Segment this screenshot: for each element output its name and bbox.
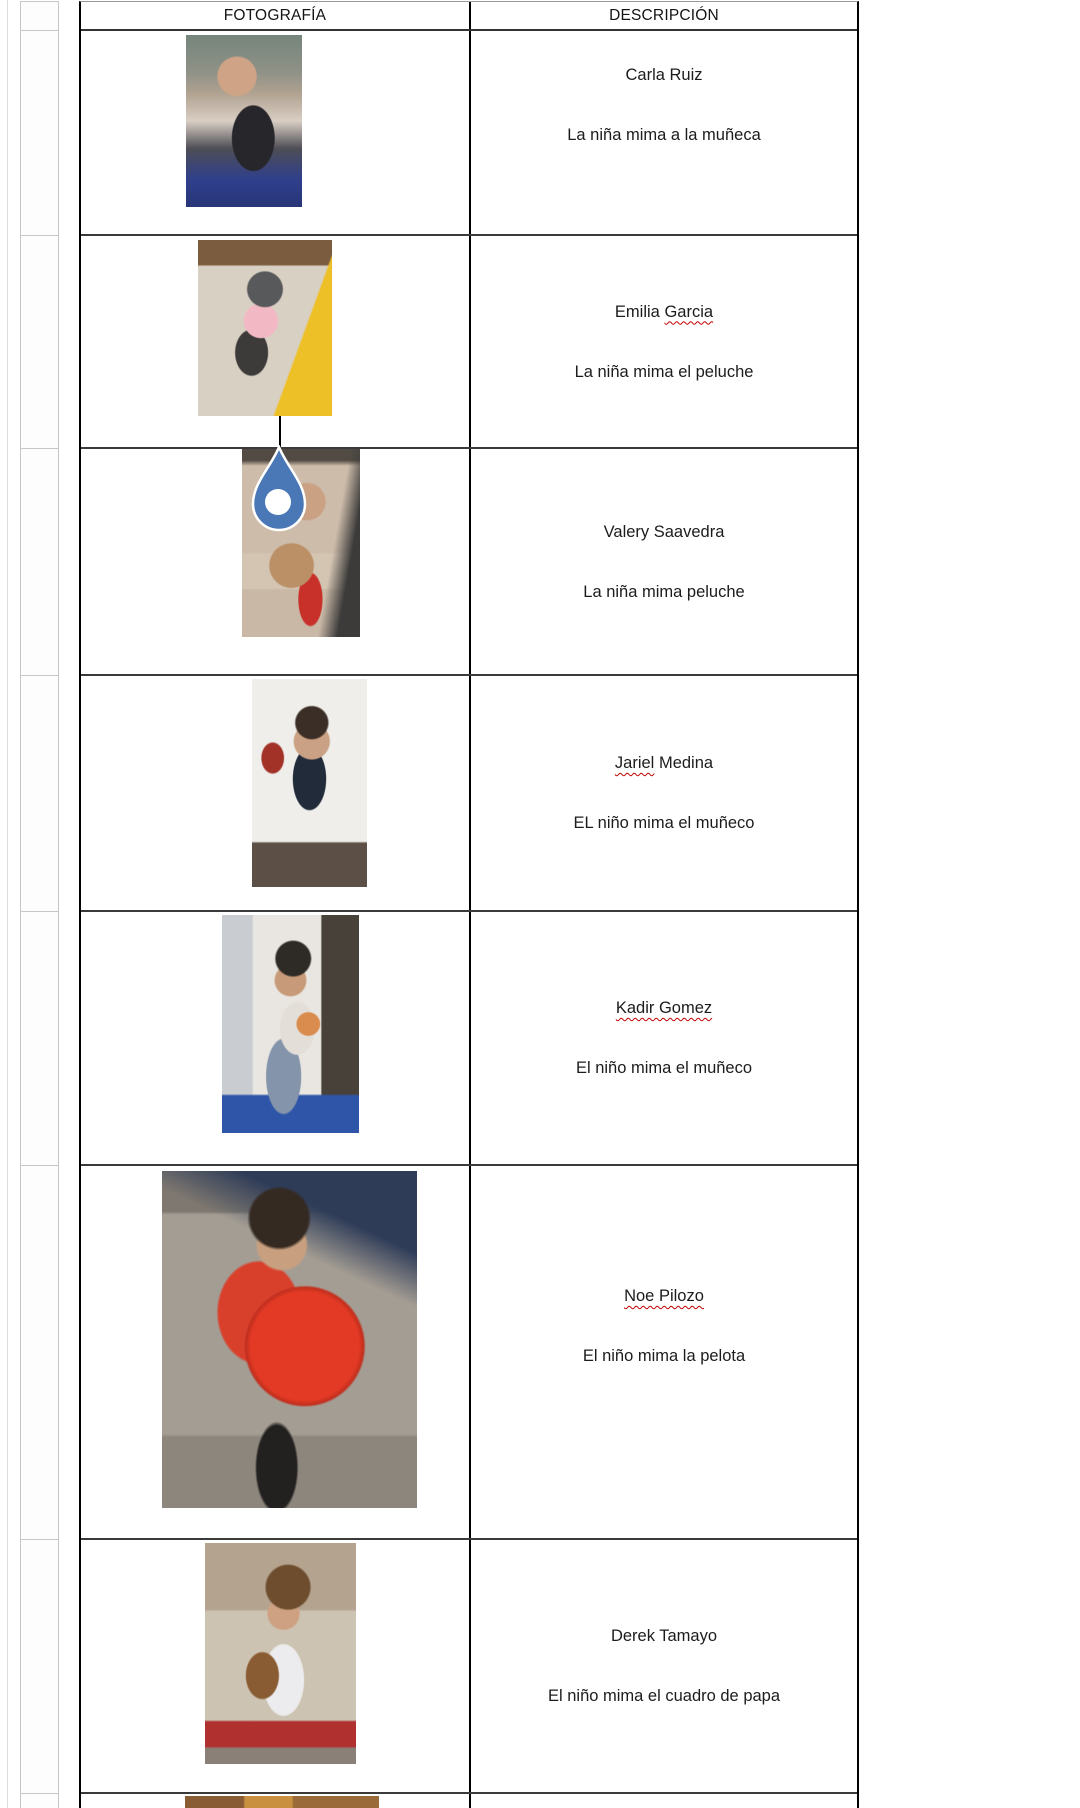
side-ruler-column	[20, 1, 59, 1808]
table-row	[81, 1540, 857, 1794]
description-cell	[471, 449, 857, 674]
description-cell	[471, 676, 857, 910]
side-cell	[21, 2, 58, 31]
page-guide-line	[7, 0, 8, 1808]
child-name: Derek Tamayo	[610, 1627, 718, 1645]
child-photo[interactable]	[252, 679, 367, 887]
child-name: Carla Ruiz	[625, 65, 703, 84]
side-cell	[21, 676, 58, 912]
photo-caption: El niño mima el cuadro de papa	[547, 1687, 781, 1705]
child-photo[interactable]	[185, 1796, 379, 1808]
child-name: Noe Pilozo	[624, 1287, 704, 1305]
photo-cell	[81, 676, 471, 910]
photo-caption: La niña mima peluche	[583, 582, 745, 601]
child-name: Emilia Garcia	[614, 302, 714, 321]
table-row	[81, 1794, 857, 1808]
photo-caption: El niño mima el muñeco	[575, 1059, 753, 1077]
header-cell-fotografia: FOTOGRAFÍA	[81, 2, 471, 29]
child-name: Jariel Medina	[614, 754, 714, 772]
description-cell	[471, 1794, 857, 1808]
table-row	[81, 236, 857, 449]
side-cell	[21, 449, 58, 676]
text-cursor	[279, 416, 281, 447]
header-cell-descripcion: DESCRIPCIÓN	[609, 6, 719, 24]
photo-cell	[81, 236, 471, 447]
side-cell	[21, 1166, 58, 1540]
side-cell	[21, 31, 58, 236]
photo-caption: La niña mima a la muñeca	[567, 125, 761, 144]
photo-cell	[81, 912, 471, 1164]
table-row	[81, 31, 857, 236]
description-cell	[471, 31, 857, 234]
table-row	[81, 1166, 857, 1540]
side-cell	[21, 912, 58, 1166]
side-cell	[21, 236, 58, 449]
photo-cell	[81, 1794, 471, 1808]
child-name: Kadir Gomez	[615, 999, 713, 1017]
photo-cell	[81, 31, 471, 234]
photo-caption: La niña mima el peluche	[574, 362, 754, 381]
child-photo[interactable]	[222, 915, 359, 1133]
description-cell	[471, 236, 857, 447]
photo-description-table	[79, 1, 859, 1808]
table-row	[81, 449, 857, 676]
table-row	[81, 676, 857, 912]
child-photo[interactable]	[162, 1171, 417, 1508]
child-photo[interactable]	[198, 240, 332, 416]
table-row	[81, 912, 857, 1166]
child-name: Valery Saavedra	[603, 522, 725, 541]
description-cell	[471, 1166, 857, 1538]
photo-caption: EL niño mima el muñeco	[573, 814, 755, 832]
child-photo[interactable]	[186, 35, 302, 207]
description-cell	[471, 1540, 857, 1792]
photo-cell	[81, 1166, 471, 1538]
side-cell	[21, 1540, 58, 1794]
photo-caption: El niño mima la pelota	[582, 1347, 746, 1365]
drop-cursor-icon	[251, 445, 307, 533]
child-photo[interactable]	[205, 1543, 356, 1764]
photo-cell	[81, 449, 471, 674]
table-header-row	[81, 2, 857, 31]
description-cell	[471, 912, 857, 1164]
photo-cell	[81, 1540, 471, 1792]
